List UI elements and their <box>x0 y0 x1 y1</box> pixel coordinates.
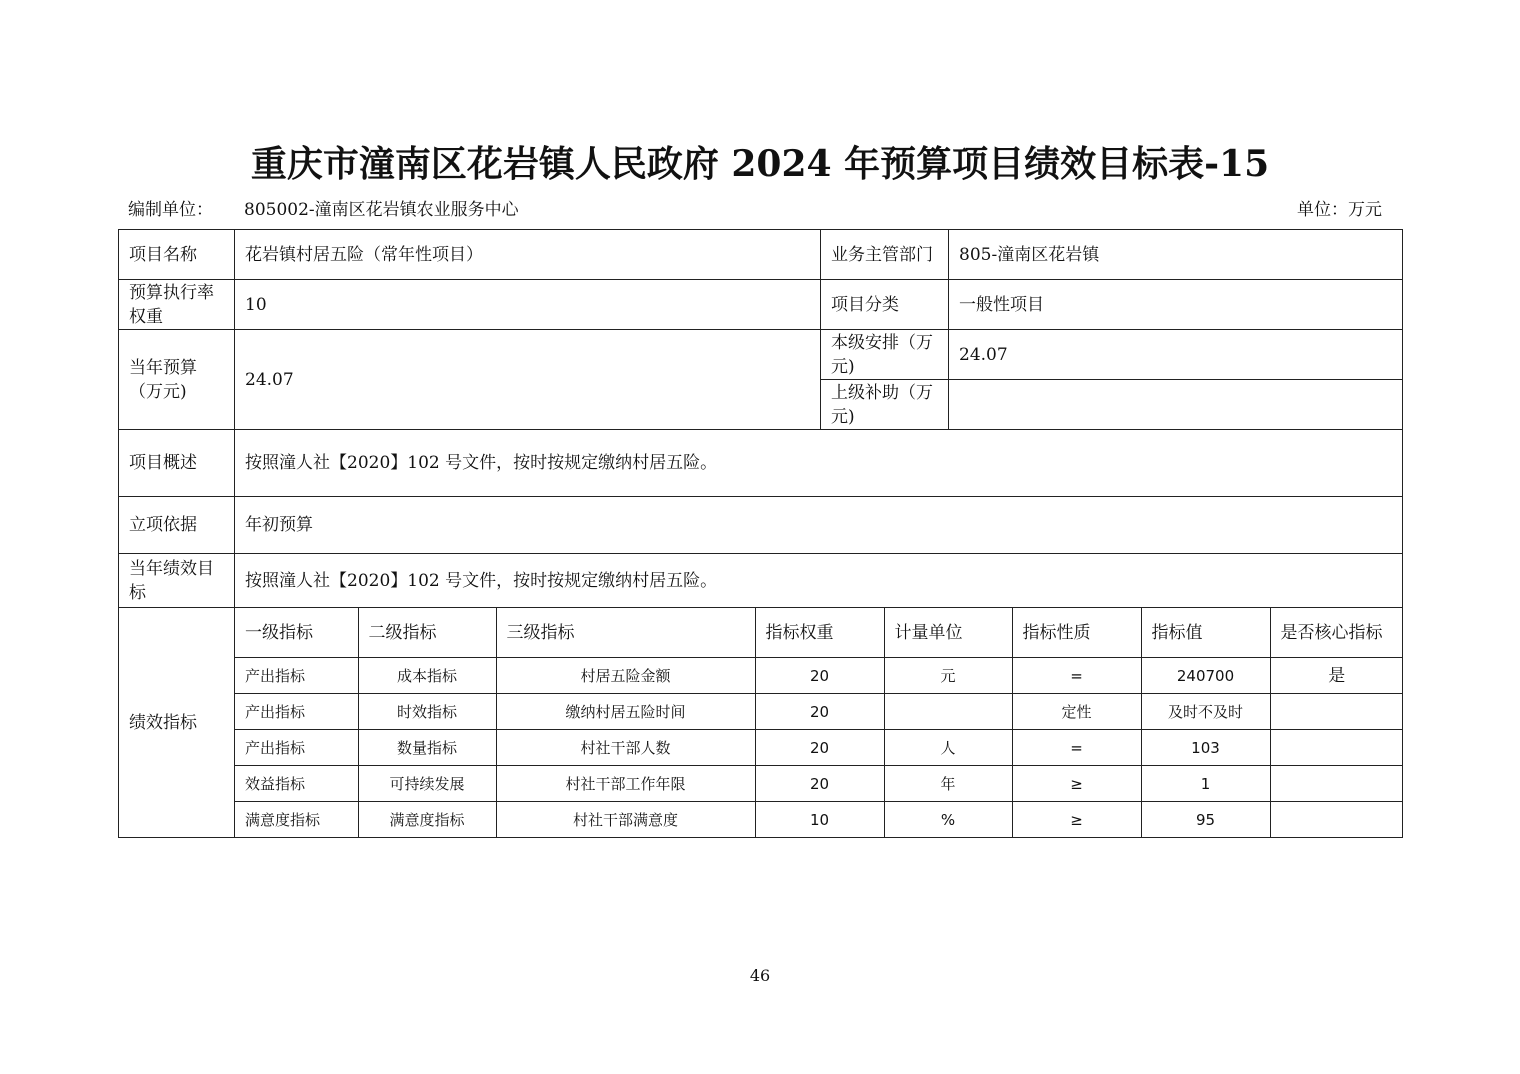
table-row <box>235 766 1403 802</box>
budget-label: 当年预算（万元) <box>119 330 235 430</box>
compiler-unit-value: 805002-潼南区花岩镇农业服务中心 <box>244 200 519 220</box>
upper-value <box>949 380 1403 430</box>
table-cell: 满意度指标 <box>358 802 496 838</box>
table-cell <box>1270 766 1403 802</box>
header-cell: 指标性质 <box>1012 608 1141 658</box>
table-cell: 人 <box>884 730 1012 766</box>
table-cell: 及时不及时 <box>1141 694 1270 730</box>
table-cell: 缴纳村居五险时间 <box>496 694 755 730</box>
goal-label: 当年绩效目标 <box>119 554 235 608</box>
header-cell: 一级指标 <box>235 608 358 658</box>
header-cell: 指标值 <box>1141 608 1270 658</box>
header-cell: 指标权重 <box>755 608 884 658</box>
category-label: 项目分类 <box>821 280 949 330</box>
table-cell: 村社干部满意度 <box>496 802 755 838</box>
category-value: 一般性项目 <box>949 280 1403 330</box>
compiler-unit-label: 编制单位： <box>128 200 213 220</box>
table-cell: = <box>1012 730 1141 766</box>
basis-value: 年初预算 <box>235 497 1403 554</box>
table-cell: 20 <box>755 730 884 766</box>
table-cell: 村社干部人数 <box>496 730 755 766</box>
table-cell <box>884 694 1012 730</box>
table-cell: = <box>1012 658 1141 694</box>
table-cell: 产出指标 <box>235 730 358 766</box>
table-cell: 成本指标 <box>358 658 496 694</box>
table-cell: 20 <box>755 658 884 694</box>
header-cell: 是否核心指标 <box>1270 608 1403 658</box>
header-cell: 三级指标 <box>496 608 755 658</box>
table-cell: 1 <box>1141 766 1270 802</box>
dept-value: 805-潼南区花岩镇 <box>949 230 1403 280</box>
table-cell: 村社干部工作年限 <box>496 766 755 802</box>
table-cell: 10 <box>755 802 884 838</box>
page-title: 重庆市潼南区花岩镇人民政府 2024 年预算项目绩效目标表-15 <box>250 143 1270 185</box>
table-row <box>235 658 1403 694</box>
exec-rate-label: 预算执行率权重 <box>119 280 235 330</box>
table-cell: 95 <box>1141 802 1270 838</box>
table-cell: 年 <box>884 766 1012 802</box>
upper-label: 上级补助（万元) <box>821 380 949 430</box>
table-cell: 效益指标 <box>235 766 358 802</box>
table-cell: ≥ <box>1012 766 1141 802</box>
table-cell: 是 <box>1270 658 1403 694</box>
table-cell <box>1270 802 1403 838</box>
table-row <box>235 730 1403 766</box>
indicators-cell <box>235 608 1403 838</box>
table-cell: 103 <box>1141 730 1270 766</box>
indicators-header-row <box>235 608 1403 658</box>
table-cell: 元 <box>884 658 1012 694</box>
indicators-label: 绩效指标 <box>119 608 235 838</box>
table-cell: 240700 <box>1141 658 1270 694</box>
table-cell: 产出指标 <box>235 694 358 730</box>
dept-label: 业务主管部门 <box>821 230 949 280</box>
table-cell <box>1270 730 1403 766</box>
table-cell: ≥ <box>1012 802 1141 838</box>
indicators-table <box>235 608 1403 837</box>
table-cell: 时效指标 <box>358 694 496 730</box>
table-cell: 产出指标 <box>235 658 358 694</box>
table-cell: 定性 <box>1012 694 1141 730</box>
basis-label: 立项依据 <box>119 497 235 554</box>
table-cell: 满意度指标 <box>235 802 358 838</box>
table-cell: 村居五险金额 <box>496 658 755 694</box>
currency-unit: 单位：万元 <box>1297 200 1382 220</box>
table-cell: % <box>884 802 1012 838</box>
table-cell: 可持续发展 <box>358 766 496 802</box>
table-row <box>235 694 1403 730</box>
budget-value: 24.07 <box>235 330 821 430</box>
local-value: 24.07 <box>949 330 1403 380</box>
header-cell: 计量单位 <box>884 608 1012 658</box>
table-cell <box>1270 694 1403 730</box>
overview-label: 项目概述 <box>119 430 235 497</box>
table-cell: 20 <box>755 694 884 730</box>
page-number: 46 <box>749 966 771 985</box>
goal-value: 按照潼人社【2020】102 号文件，按时按规定缴纳村居五险。 <box>235 554 1403 608</box>
overview-value: 按照潼人社【2020】102 号文件，按时按规定缴纳村居五险。 <box>235 430 1403 497</box>
exec-rate-value: 10 <box>235 280 821 330</box>
project-name-value: 花岩镇村居五险（常年性项目） <box>235 230 821 280</box>
table-row <box>235 802 1403 838</box>
table-cell: 20 <box>755 766 884 802</box>
local-label: 本级安排（万元) <box>821 330 949 380</box>
table-cell: 数量指标 <box>358 730 496 766</box>
project-name-label: 项目名称 <box>119 230 235 280</box>
performance-table <box>118 229 1403 838</box>
header-cell: 二级指标 <box>358 608 496 658</box>
